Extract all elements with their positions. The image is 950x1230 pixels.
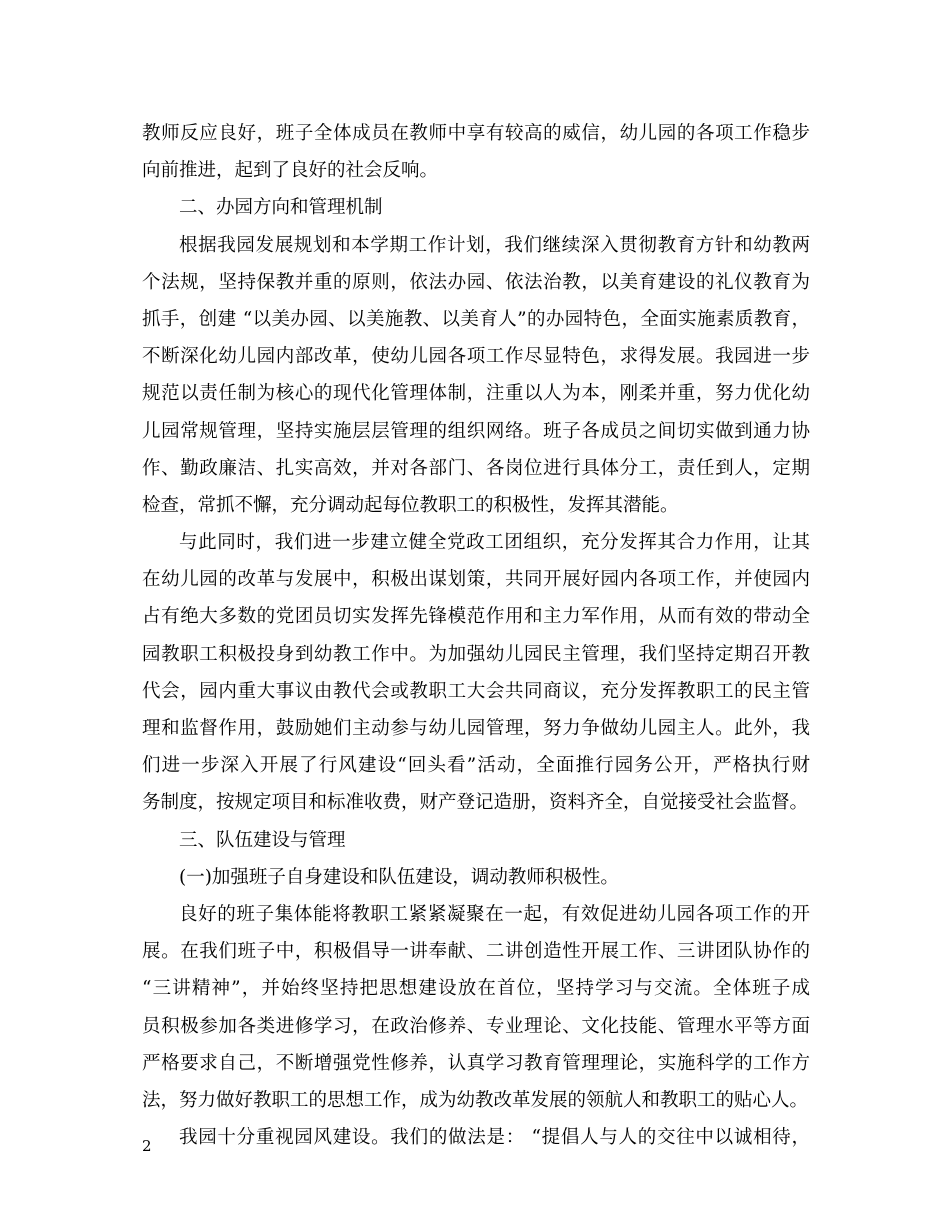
text-line: 代会，园内重大事议由教代会或教职工大会共同商议，充分发挥教职工的民主管	[142, 680, 810, 702]
text-line: 在幼儿园的改革与发展中，积极出谋划策，共同开展好园内各项工作，并使园内	[142, 569, 810, 591]
text-line: 我园十分重视园风建设。我们的做法是： “提倡人与人的交往中以诚相待，	[179, 1127, 810, 1149]
text-line: 展。在我们班子中，积极倡导一讲奉献、二讲创造性开展工作、三讲团队协作的	[142, 941, 810, 963]
text-line: 个法规，坚持保教并重的原则，依法办园、依法治教，以美育建设的礼仪教育为	[142, 271, 810, 293]
text-line: 理和监督作用，鼓励她们主动参与幼儿园管理，努力争做幼儿园主人。此外，我	[142, 718, 810, 739]
text-line: 作、勤政廉洁、扎实高效，并对各部门、各岗位进行具体分工，责任到人，定期	[142, 457, 810, 479]
text-line: 法，努力做好教职工的思想工作，成为幼教改革发展的领航人和教职工的贴心人。	[142, 1089, 809, 1111]
subsection-heading: (一)加强班子自身建设和队伍建设，调动教师积极性。	[179, 866, 619, 888]
text-line: 儿园常规管理，坚持实施层层管理的组织网络。班子各成员之间切实做到通力协	[142, 420, 810, 442]
section-heading: 二、办园方向和管理机制	[179, 197, 383, 219]
text-line: 严格要求自己，不断增强党性修养，认真学习教育管理理论，实施科学的工作方	[142, 1052, 810, 1074]
text-line: 务制度，按规定项目和标准收费，财产登记造册，资料齐全，自觉接受社会监督。	[142, 792, 809, 814]
text-line: 们进一步深入开展了行风建设“回头看”活动，全面推行园务公开，严格执行财	[142, 755, 810, 777]
text-line: 教师反应良好，班子全体成员在教师中享有较高的威信，幼儿园的各项工作稳步	[142, 123, 810, 144]
section-heading: 三、队伍建设与管理	[179, 829, 346, 851]
text-line: 园教职工积极投身到幼教工作中。为加强幼儿园民主管理，我们坚持定期召开教	[142, 643, 810, 665]
text-line: 抓手，创建 “以美办园、以美施教、以美育人”的办园特色，全面实施素质教育，	[142, 308, 810, 330]
text-line: 不断深化幼儿园内部改革，使幼儿园各项工作尽显特色，求得发展。我园进一步	[142, 346, 810, 368]
text-line: 向前推进，起到了良好的社会反响。	[142, 160, 439, 182]
text-line: “三讲精神”，并始终坚持把思想建设放在首位，坚持学习与交流。全体班子成	[142, 978, 810, 1000]
text-line: 员积极参加各类进修学习，在政治修养、专业理论、文化技能、管理水平等方面	[142, 1015, 810, 1037]
text-line: 规范以责任制为核心的现代化管理体制，注重以人为本，刚柔并重，努力优化幼	[142, 383, 810, 405]
text-line: 占有绝大多数的党团员切实发挥先锋模范作用和主力军作用，从而有效的带动全	[142, 606, 810, 628]
body-text	[142, 115, 810, 1156]
text-line: 根据我园发展规划和本学期工作计划，我们继续深入贯彻教育方针和幼教两	[179, 234, 810, 256]
page-number: 2	[142, 1137, 152, 1155]
text-line: 检查，常抓不懈，充分调动起每位教职工的积极性，发挥其潜能。	[142, 494, 679, 516]
text-line: 良好的班子集体能将教职工紧紧凝聚在一起，有效促进幼儿园各项工作的开	[179, 903, 810, 925]
text-line: 与此同时，我们进一步建立健全党政工团组织，充分发挥其合力作用，让其	[179, 532, 810, 554]
